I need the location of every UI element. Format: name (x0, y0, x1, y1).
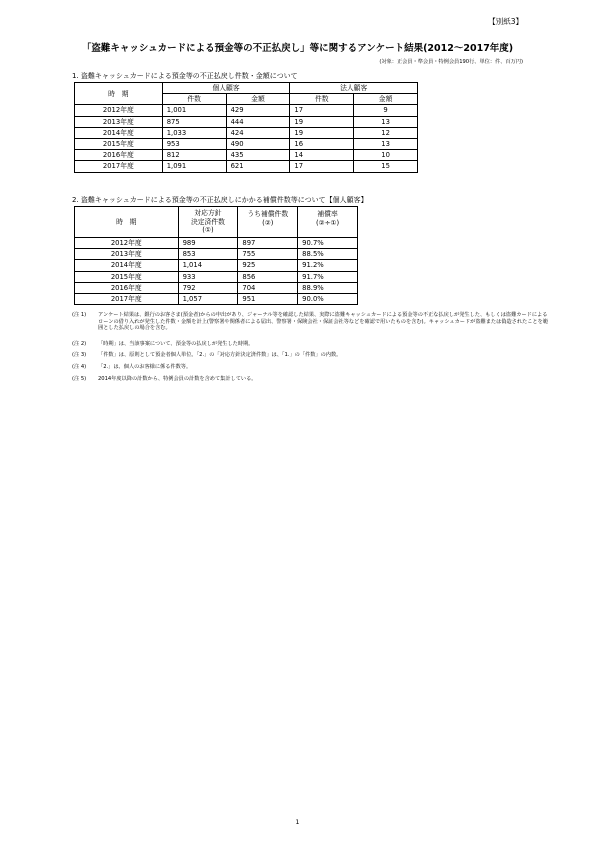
compensated-cell: 856 (238, 271, 298, 282)
decided-cell: 989 (178, 238, 238, 249)
decided-cell: 1,057 (178, 293, 238, 304)
decided-cell: 853 (178, 249, 238, 260)
footnote-label: (注 4) (72, 364, 87, 370)
table-row (75, 105, 418, 116)
year-cell: 2012年度 (75, 238, 179, 249)
corp-count-cell: 17 (290, 105, 354, 116)
rate-cell: 90.7% (298, 238, 358, 249)
footnote-5 (72, 376, 552, 383)
footnote-text: アンケート結果は、銀行のお客さま(預金者)からの申出があり、ジャーナル等を確認した結果、実際に盗難キャッシュカードによる預金等の不正な払戻しが発生した、もしくは盗難カードによるローンの借り入れが発生した件数・金額を計上(警察署や関係者による届出、警察署・保険会社・保証会社等などを確認で用いたものを含む)。キャッシュカードが盗難または偽造されたことを範囲とした払戻しの場合を含む。 (98, 312, 548, 332)
header-decided-line3: (①) (202, 226, 214, 235)
ind-amount-cell: 429 (226, 105, 290, 116)
footnote-label: (注 2) (72, 341, 87, 347)
rate-cell: 90.0% (298, 293, 358, 304)
footnote-text: 「件数」は、原則として預金者個人単位。「2.」の「対応方針決定済件数」は、「1.」の「件数」の内数。 (98, 352, 342, 358)
footnote-text: 「時期」は、当該事案について、預金等の払戻しが発生した時期。 (98, 341, 254, 347)
year-cell: 2017年度 (75, 161, 163, 172)
ind-count-cell: 953 (162, 138, 226, 149)
header-corp-count: 件数 (290, 94, 354, 105)
footnote-2 (72, 341, 552, 348)
compensated-cell: 925 (238, 260, 298, 271)
header-period: 時 期 (75, 207, 179, 238)
compensated-cell: 704 (238, 282, 298, 293)
year-cell: 2014年度 (75, 260, 179, 271)
section2-heading: 2. 盗難キャッシュカードによる預金等の不正払戻しにかかる補償件数等について【個人顧客】 (72, 196, 368, 204)
footnote-text: 2014年度以降の計数から、特例会員の計数を含めて集計している。 (98, 376, 257, 382)
footnote-3 (72, 352, 552, 359)
ind-count-cell: 1,001 (162, 105, 226, 116)
corp-amount-cell: 15 (354, 161, 418, 172)
header-ind-amount: 金額 (226, 94, 290, 105)
table-row (75, 293, 358, 304)
header-decided (178, 207, 238, 238)
header-compensated-line2: (②) (262, 218, 274, 227)
annex-label: 【別紙3】 (488, 17, 523, 26)
corp-count-cell: 14 (290, 150, 354, 161)
corp-amount-cell: 9 (354, 105, 418, 116)
compensated-cell: 897 (238, 238, 298, 249)
table-row (75, 282, 358, 293)
rate-cell: 91.2% (298, 260, 358, 271)
decided-cell: 1,014 (178, 260, 238, 271)
ind-amount-cell: 621 (226, 161, 290, 172)
table-row (75, 238, 358, 249)
header-ind-count: 件数 (162, 94, 226, 105)
table-row (75, 271, 358, 282)
corp-count-cell: 19 (290, 127, 354, 138)
section1-heading: 1. 盗難キャッシュカードによる預金等の不正払戻し件数・金額について (72, 72, 298, 80)
ind-count-cell: 1,091 (162, 161, 226, 172)
header-compensated (238, 207, 298, 238)
table-row (75, 260, 358, 271)
decided-cell: 792 (178, 282, 238, 293)
header-decided-line1: 対応方針 (194, 209, 222, 218)
ind-count-cell: 875 (162, 116, 226, 127)
corp-amount-cell: 10 (354, 150, 418, 161)
table-row (75, 150, 418, 161)
table-row (75, 116, 418, 127)
rate-cell: 88.5% (298, 249, 358, 260)
ind-amount-cell: 424 (226, 127, 290, 138)
year-cell: 2016年度 (75, 282, 179, 293)
year-cell: 2013年度 (75, 116, 163, 127)
header-decided-line2: 決定済件数 (190, 217, 225, 226)
year-cell: 2015年度 (75, 138, 163, 149)
page-number: 1 (295, 818, 300, 826)
compensation-table (74, 206, 358, 305)
footnote-label: (注 3) (72, 352, 87, 358)
header-corp-amount: 金額 (354, 94, 418, 105)
header-rate-line2: (②÷①) (315, 218, 340, 227)
table-header-row (75, 207, 358, 238)
table-row (75, 138, 418, 149)
table-row (75, 127, 418, 138)
footnote-text: 「2.」は、個人のお客様に係る件数等。 (98, 364, 192, 370)
corp-count-cell: 16 (290, 138, 354, 149)
header-compensated-line1: うち補償件数 (247, 210, 289, 218)
year-cell: 2016年度 (75, 150, 163, 161)
ind-amount-cell: 435 (226, 150, 290, 161)
year-cell: 2013年度 (75, 249, 179, 260)
corp-count-cell: 19 (290, 116, 354, 127)
footnote-label: (注 5) (72, 376, 87, 382)
corp-count-cell: 17 (290, 161, 354, 172)
rate-cell: 88.9% (298, 282, 358, 293)
header-rate-line1: 補償率 (317, 210, 338, 218)
compensated-cell: 755 (238, 249, 298, 260)
year-cell: 2014年度 (75, 127, 163, 138)
ind-amount-cell: 490 (226, 138, 290, 149)
subject-note: (対象：正会員・準会員・特例会員190行、単位：件、百万円) (379, 59, 523, 65)
corp-amount-cell: 13 (354, 138, 418, 149)
corp-amount-cell: 12 (354, 127, 418, 138)
theft-stats-table (74, 82, 418, 173)
ind-count-cell: 1,033 (162, 127, 226, 138)
ind-count-cell: 812 (162, 150, 226, 161)
footnote-1 (72, 312, 552, 332)
rate-cell: 91.7% (298, 271, 358, 282)
year-cell: 2012年度 (75, 105, 163, 116)
header-corporate: 法人顧客 (290, 83, 418, 94)
corp-amount-cell: 13 (354, 116, 418, 127)
year-cell: 2017年度 (75, 293, 179, 304)
table-row (75, 161, 418, 172)
table-header-row (75, 83, 418, 94)
table-row (75, 249, 358, 260)
header-rate (298, 207, 358, 238)
year-cell: 2015年度 (75, 271, 179, 282)
page-title: 「盗難キャッシュカードによる預金等の不正払戻し」等に関するアンケート結果(2012～2017年度) (81, 43, 514, 54)
footnote-4 (72, 364, 552, 371)
ind-amount-cell: 444 (226, 116, 290, 127)
compensated-cell: 951 (238, 293, 298, 304)
footnote-label: (注 1) (72, 312, 87, 318)
header-period: 時 期 (75, 83, 163, 105)
decided-cell: 933 (178, 271, 238, 282)
header-individual: 個人顧客 (162, 83, 290, 94)
